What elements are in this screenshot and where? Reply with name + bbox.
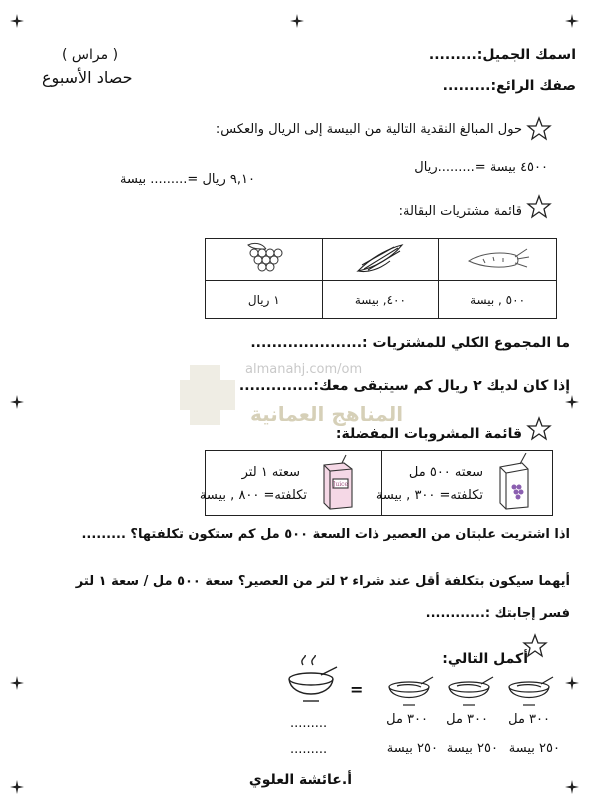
- svg-text:Juice: Juice: [332, 481, 349, 488]
- grape-juice-box-icon: [494, 453, 534, 511]
- bowl-1-price: ٢٥٠ بيسة: [508, 741, 560, 756]
- corn-cell: [322, 239, 439, 281]
- question-cheaper: أيهما سيكون بتكلفة أقل عند شراء ٢ لتر من العصير؟ سعة ٥٠٠ مل / سعة ١ لتر: [75, 574, 570, 589]
- drink-1-capacity: سعته ٥٠٠ مل: [408, 465, 483, 480]
- q3-title: قائمة المشروبات المفضلة:: [335, 426, 522, 442]
- sparkle-icon: [10, 14, 24, 28]
- q4-title: أكمل التالي:: [442, 651, 528, 667]
- answer-price[interactable]: .........: [290, 742, 328, 757]
- carrot-icon: [463, 239, 533, 277]
- question-two-cans[interactable]: اذا اشتريت علبتان من العصير ذات السعة ٥٠٠ مل كم ستكون تكلفتها؟ .........: [81, 527, 570, 542]
- juice-box-icon: [318, 453, 358, 511]
- sparkle-icon: [565, 395, 579, 409]
- bowl-1-volume: ٣٠٠ مل: [508, 712, 550, 727]
- remaining-question[interactable]: إذا كان لديك ٢ ريال كم سيتبقى معك:..............: [238, 378, 570, 394]
- q1-item-1[interactable]: ٤٥٠٠ بيسة =.........ريال: [414, 160, 548, 175]
- teacher-name: أ.عائشة العلوي: [248, 772, 352, 788]
- sparkle-icon: [565, 676, 579, 690]
- corn-icon: [350, 239, 410, 277]
- name-field[interactable]: اسمك الجميل:.........: [428, 47, 576, 63]
- soup-bowl-icon: [445, 675, 495, 709]
- carrot-price: ٥٠٠ , بيسة: [439, 281, 557, 319]
- bowl-3-volume: ٣٠٠ مل: [386, 712, 428, 727]
- worksheet-title: حصاد الأسبوع: [42, 68, 133, 87]
- star-icon: [526, 116, 552, 142]
- groceries-table: [205, 238, 557, 319]
- grapes-price: ١ ريال: [206, 281, 323, 319]
- sparkle-icon: [290, 14, 304, 28]
- answer-volume[interactable]: .........: [290, 716, 328, 731]
- q1-item-2[interactable]: ٩,١٠ ريال =......... بيسة: [120, 172, 255, 187]
- drink-2-cost: تكلفته= ٨٠٠ , بيسة: [199, 488, 307, 503]
- sparkle-icon: [10, 780, 24, 794]
- watermark-text: المناهج العمانية: [250, 402, 404, 426]
- star-icon: [526, 194, 552, 220]
- total-question[interactable]: ما المجموع الكلي للمشتريات :.....................: [250, 335, 570, 351]
- subject-label: ( مراس ): [62, 47, 119, 63]
- drink-1-cost: تكلفته= ٣٠٠ , بيسة: [375, 488, 483, 503]
- corn-price: ٤٠٠, بيسة: [322, 281, 439, 319]
- large-soup-bowl-icon: [285, 655, 339, 707]
- bowl-3-price: ٢٥٠ بيسة: [386, 741, 438, 756]
- drink-2-capacity: سعته ١ لتر: [241, 465, 300, 480]
- grapes-cell: [206, 239, 323, 281]
- star-icon: [526, 416, 552, 442]
- grapes-icon: [234, 239, 294, 277]
- bowl-2-volume: ٣٠٠ مل: [446, 712, 488, 727]
- watermark-url: almanahj.com/om: [245, 362, 363, 377]
- equals-sign: =: [350, 680, 364, 699]
- sparkle-icon: [565, 14, 579, 28]
- sparkle-icon: [565, 780, 579, 794]
- class-field[interactable]: صفك الرائع:.........: [442, 78, 576, 94]
- soup-bowl-icon: [385, 675, 435, 709]
- q2-title: قائمة مشتريات البقالة:: [398, 204, 522, 219]
- carrot-cell: [439, 239, 557, 281]
- sparkle-icon: [10, 676, 24, 690]
- soup-bowl-icon: [505, 675, 555, 709]
- q1-title: حول المبالغ النقدية التالية من البيسة إلى الريال والعكس:: [215, 122, 522, 137]
- explain-answer[interactable]: فسر إجابتك :............: [425, 606, 570, 621]
- bowl-2-price: ٢٥٠ بيسة: [446, 741, 498, 756]
- sparkle-icon: [10, 395, 24, 409]
